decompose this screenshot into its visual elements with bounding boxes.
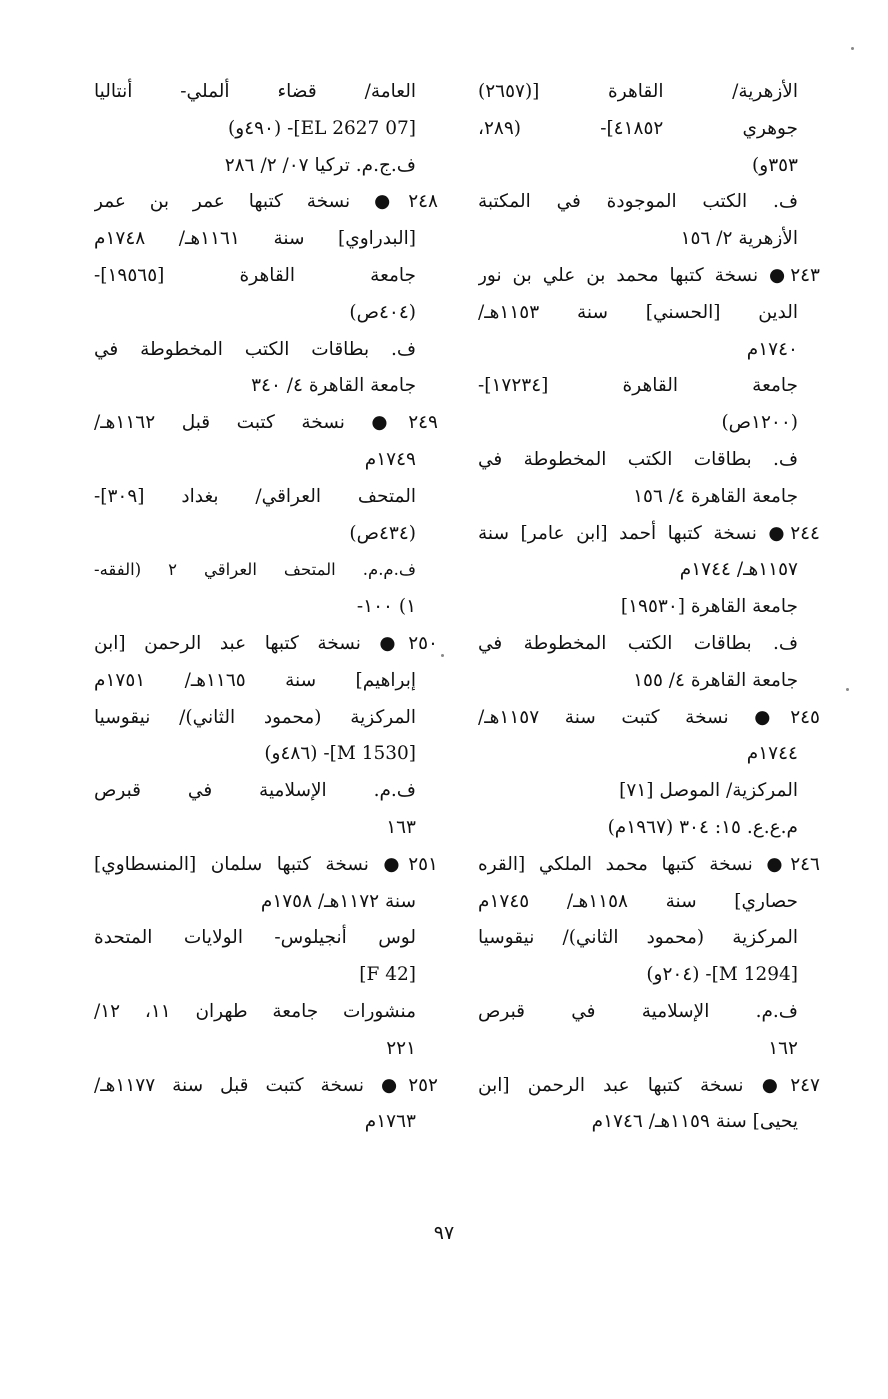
left-column-entry-heading: ٢٥٢● نسخة كتبت قبل سنة ١١٧٧هـ/: [94, 1074, 438, 1096]
right-column-line: ف.م. الإسلامية في قبرص: [478, 1000, 798, 1022]
left-column-line: [F 42]: [359, 964, 416, 986]
left-column-line: (٤٣٤ص): [349, 522, 416, 544]
right-column-line: جامعة القاهرة [١٧٢٣٤]-: [478, 375, 798, 397]
left-column-line: [البدراوي] سنة ١١٦١هـ/ ١٧٤٨م: [94, 228, 416, 250]
right-column-entry-heading: ٢٤٥● نسخة كتبت سنة ١١٥٧هـ/: [478, 706, 820, 728]
left-column-line: ف.ج.م. تركيا ٠٧/ ٢/ ٢٨٦: [224, 154, 416, 176]
right-column-line: ٣٥٣و): [752, 154, 798, 176]
right-column-line: جوهري ٤١٨٥٢]- (٢٨٩،: [478, 117, 798, 139]
right-column-line: ١٧٤٤م: [746, 743, 798, 765]
left-column-line: ف.م. الإسلامية في قبرص: [94, 780, 416, 802]
right-column-line: م.ع.ع. ١٥: ٣٠٤ (١٩٦٧م): [607, 816, 798, 838]
right-column-line: جامعة القاهرة ٤/ ١٥٥: [633, 669, 798, 691]
right-column-line: جامعة القاهرة ٤/ ١٥٦: [633, 485, 798, 507]
right-column-entry-heading: ٢٤٤● نسخة كتبها أحمد [ابن عامر] سنة: [478, 522, 820, 544]
left-column-entry-heading: ٢٥١● نسخة كتبها سلمان [المنسطاوي]: [94, 853, 438, 875]
right-column-line: ف. بطاقات الكتب المخطوطة في: [478, 448, 798, 470]
right-column-line: الأزهرية/ القاهرة [(٢٦٥٧): [478, 81, 798, 102]
left-column-line: ١٧٦٣م: [364, 1111, 416, 1133]
right-column-line: ف. الكتب الموجودة في المكتبة: [478, 191, 798, 213]
left-column-entry-heading: ٢٥٠● نسخة كتبها عبد الرحمن [ابن: [94, 632, 438, 654]
right-column-line: جامعة القاهرة [١٩٥٣٠]: [620, 596, 798, 618]
page-number: ٩٧: [433, 1222, 455, 1244]
left-column-entry-heading: ٢٤٨● نسخة كتبها عمر بن عمر: [94, 191, 438, 213]
right-column: [478, 74, 820, 1141]
right-column-line: الدين [الحسني] سنة ١١٥٣هـ/: [478, 301, 798, 323]
left-column-line: ف.م.م. المتحف العراقي ٢ (الفقه-: [94, 560, 416, 580]
left-column-line: ١) ١٠٠-: [356, 596, 416, 618]
scan-speck: [851, 47, 854, 50]
left-column-line: المتحف العراقي/ بغداد [٣٠٩]-: [94, 485, 416, 507]
right-column-line: المركزية (محمود الثاني)/ نيقوسيا: [478, 927, 798, 949]
right-column-line: ١١٥٧هـ/ ١٧٤٤م: [679, 559, 798, 581]
left-column-line: ٢٢١: [386, 1037, 416, 1059]
right-column-entry-heading: ٢٤٧● نسخة كتبها عبد الرحمن [ابن: [478, 1074, 820, 1096]
right-column-line: ف. بطاقات الكتب المخطوطة في: [478, 632, 798, 654]
left-column-line: العامة/ قضاء ألملي- أنتاليا: [94, 81, 416, 102]
right-column-entry-heading: ٢٤٣● نسخة كتبها محمد بن علي بن نور: [478, 264, 820, 286]
left-column-line: [M 1530]- (٤٨٦و): [264, 743, 416, 765]
left-column-line: سنة ١١٧٢هـ/ ١٧٥٨م: [260, 890, 416, 912]
left-column-line: ١٦٣: [386, 816, 416, 838]
right-column-entry-heading: ٢٤٦● نسخة كتبها محمد الملكي [القره: [478, 853, 820, 875]
right-column-line: المركزية/ الموصل [٧١]: [619, 780, 798, 802]
left-column-line: (٤٠٤ص): [349, 301, 416, 323]
left-column-line: ١٧٤٩م: [364, 448, 416, 470]
left-column-line: ف. بطاقات الكتب المخطوطة في: [94, 338, 416, 360]
left-column-line: جامعة القاهرة [١٩٥٦٥]-: [94, 264, 416, 286]
right-column-line: يحيى] سنة ١١٥٩هـ/ ١٧٤٦م: [591, 1111, 798, 1133]
left-column-line: إبراهيم] سنة ١١٦٥هـ/ ١٧٥١م: [94, 669, 416, 691]
right-column-line: (١٢٠٠ص): [721, 412, 798, 434]
left-column: [94, 74, 438, 1141]
left-column-entry-heading: ٢٤٩● نسخة كتبت قبل ١١٦٢هـ/: [94, 412, 438, 434]
right-column-line: ١٦٢: [768, 1037, 798, 1059]
scan-speck: [846, 688, 849, 691]
right-column-line: الأزهرية ٢/ ١٥٦: [680, 228, 798, 250]
right-column-line: ١٧٤٠م: [746, 338, 798, 360]
left-column-line: جامعة القاهرة ٤/ ٣٤٠: [251, 375, 416, 397]
left-column-line: منشورات جامعة طهران ١١، ١٢/: [94, 1000, 416, 1022]
left-column-line: [07 EL 2627]- (٤٩٠و): [228, 117, 416, 139]
right-column-line: [M 1294]- (٢٠٤و): [646, 964, 798, 986]
left-column-line: المركزية (محمود الثاني)/ نيقوسيا: [94, 706, 416, 728]
scan-speck: [441, 654, 444, 657]
right-column-line: حصاري] سنة ١١٥٨هـ/ ١٧٤٥م: [478, 890, 798, 912]
left-column-line: لوس أنجيلوس- الولايات المتحدة: [94, 927, 416, 949]
